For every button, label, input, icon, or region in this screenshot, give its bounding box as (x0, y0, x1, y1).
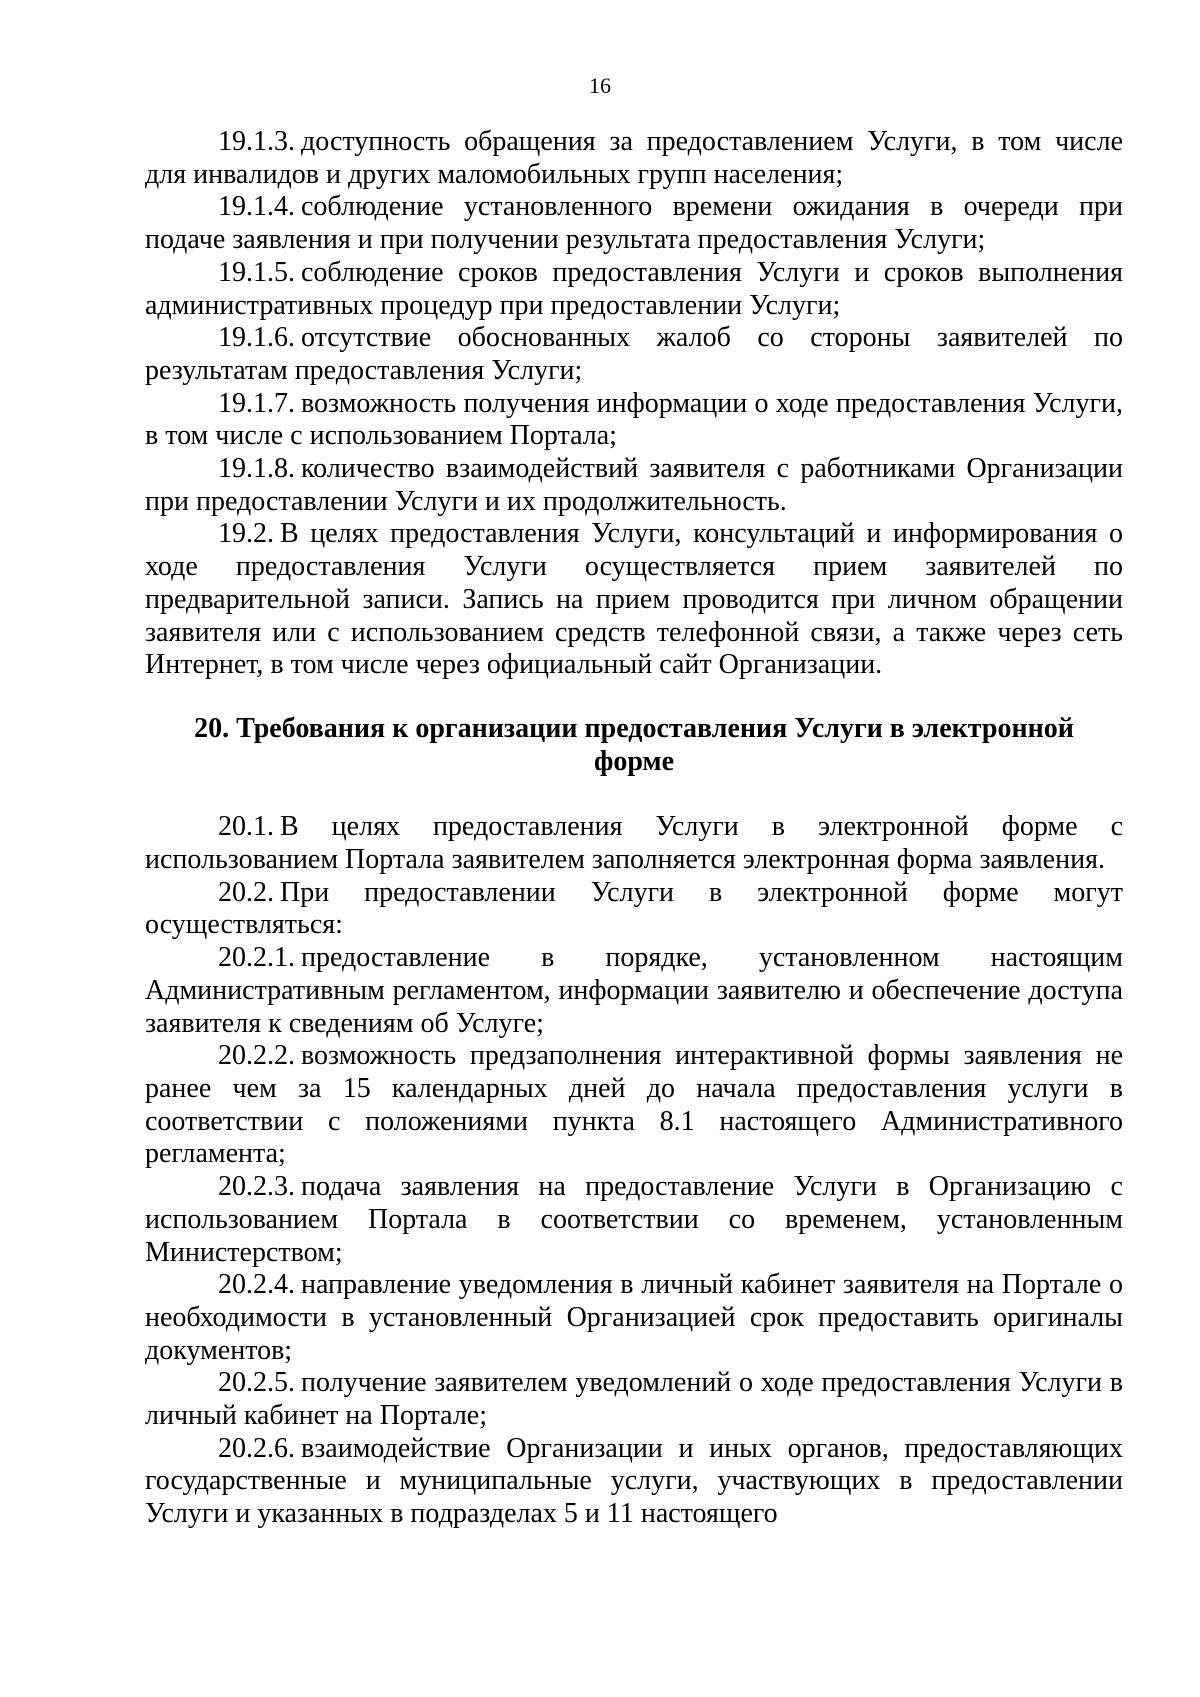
item-number: 20.2.2. (218, 1040, 295, 1072)
paragraph-19-1-3 (145, 126, 1123, 191)
paragraph-19-2 (145, 518, 1123, 682)
item-number: 19.1.7. (218, 387, 295, 419)
item-text: соблюдение установленного времени ожидания в очереди при подаче заявления и при получении результата предоставления Услуги; (145, 191, 1123, 256)
paragraph-20-2-5 (145, 1367, 1123, 1432)
item-text: В целях предоставления Услуги в электронной форме с использованием Портала заявителем заполняется электронная форма заявления. (145, 811, 1123, 876)
paragraph-20-2-1 (145, 942, 1123, 1040)
paragraph-19-1-5 (145, 257, 1123, 322)
item-number: 19.1.8. (218, 453, 295, 485)
item-number: 20.2.1. (218, 942, 295, 974)
item-number: 19.1.4. (218, 191, 295, 223)
item-text: отсутствие обоснованных жалоб со стороны заявителей по результатам предоставления Услуги; (145, 322, 1123, 386)
heading-line-2: форме (593, 745, 675, 777)
document-body (145, 126, 1123, 1531)
item-text: соблюдение сроков предоставления Услуги и сроков выполнения административных процедур при предоставлении Услуги; (145, 256, 1123, 321)
paragraph-19-1-8 (145, 453, 1123, 518)
item-number: 19.2. (218, 518, 274, 550)
item-text: взаимодействие Организации и иных органов, предоставляющих государственные и муниципальные услуги, участвующих в предоставлении Услуги и указанных в подразделах 5 и 11 настоящего (145, 1432, 1123, 1530)
item-text: доступность обращения за предоставлением Услуги, в том числе для инвалидов и других маломобильных групп населения; (145, 126, 1123, 190)
item-number: 20.2. (218, 876, 274, 908)
paragraph-20-2-6 (145, 1433, 1123, 1531)
item-text: возможность предзаполнения интерактивной формы заявления не ранее чем за 15 календарных дней до начала предоставления услуги в соответствии с положениями пункта 8.1 настоящего Административного регламента; (145, 1040, 1123, 1170)
item-number: 20.2.4. (218, 1269, 295, 1301)
item-text: подача заявления на предоставление Услуги в Организацию с использованием Портала в соответствии со временем, установленным Министерством; (145, 1171, 1123, 1268)
item-text: получение заявителем уведомлений о ходе предоставления Услуги в личный кабинет на Портале; (145, 1367, 1123, 1432)
item-number: 20.2.5. (218, 1367, 295, 1399)
paragraph-20-2 (145, 877, 1123, 942)
paragraph-19-1-4 (145, 191, 1123, 256)
item-text: направление уведомления в личный кабинет заявителя на Портале о необходимости в установленный Организацией срок предоставить оригиналы документов; (145, 1269, 1123, 1366)
item-number: 20.2.3. (218, 1171, 295, 1203)
paragraph-20-2-3 (145, 1171, 1123, 1269)
paragraph-20-1 (145, 811, 1123, 876)
item-number: 19.1.3. (218, 126, 295, 157)
paragraph-20-2-2 (145, 1040, 1123, 1171)
item-number: 20.2.6. (218, 1432, 295, 1464)
item-number: 19.1.5. (218, 256, 295, 288)
page-number: 16 (589, 73, 611, 98)
paragraph-19-1-7 (145, 388, 1123, 453)
item-text: предоставление в порядке, установленном настоящим Административным регламентом, информации заявителю и обеспечение доступа заявителя к сведениям об Услуге; (145, 942, 1123, 1039)
item-number: 19.1.6. (218, 322, 295, 354)
item-text: При предоставлении Услуги в электронной форме могут осуществляться: (145, 876, 1123, 941)
item-number: 20.1. (218, 811, 274, 843)
item-text: количество взаимодействий заявителя с работниками Организации при предоставлении Услуги и их продолжительность. (145, 453, 1123, 517)
section-20-heading (145, 713, 1123, 778)
paragraph-20-2-4 (145, 1269, 1123, 1367)
item-text: В целях предоставления Услуги, консультаций и информирования о ходе предоставления Услуги осуществляется прием заявителей по предварительной записи. Запись на прием проводится при личном обращении заявителя или с использованием средств телефонной связи, а также через сеть Интернет, в том числе через официальный сайт Организации. (145, 518, 1123, 681)
item-text: возможность получения информации о ходе предоставления Услуги, в том числе с использованием Портала; (145, 387, 1123, 452)
paragraph-19-1-6 (145, 322, 1123, 387)
heading-line-1: 20. Требования к организации предоставления Услуги в электронной (194, 712, 1074, 744)
